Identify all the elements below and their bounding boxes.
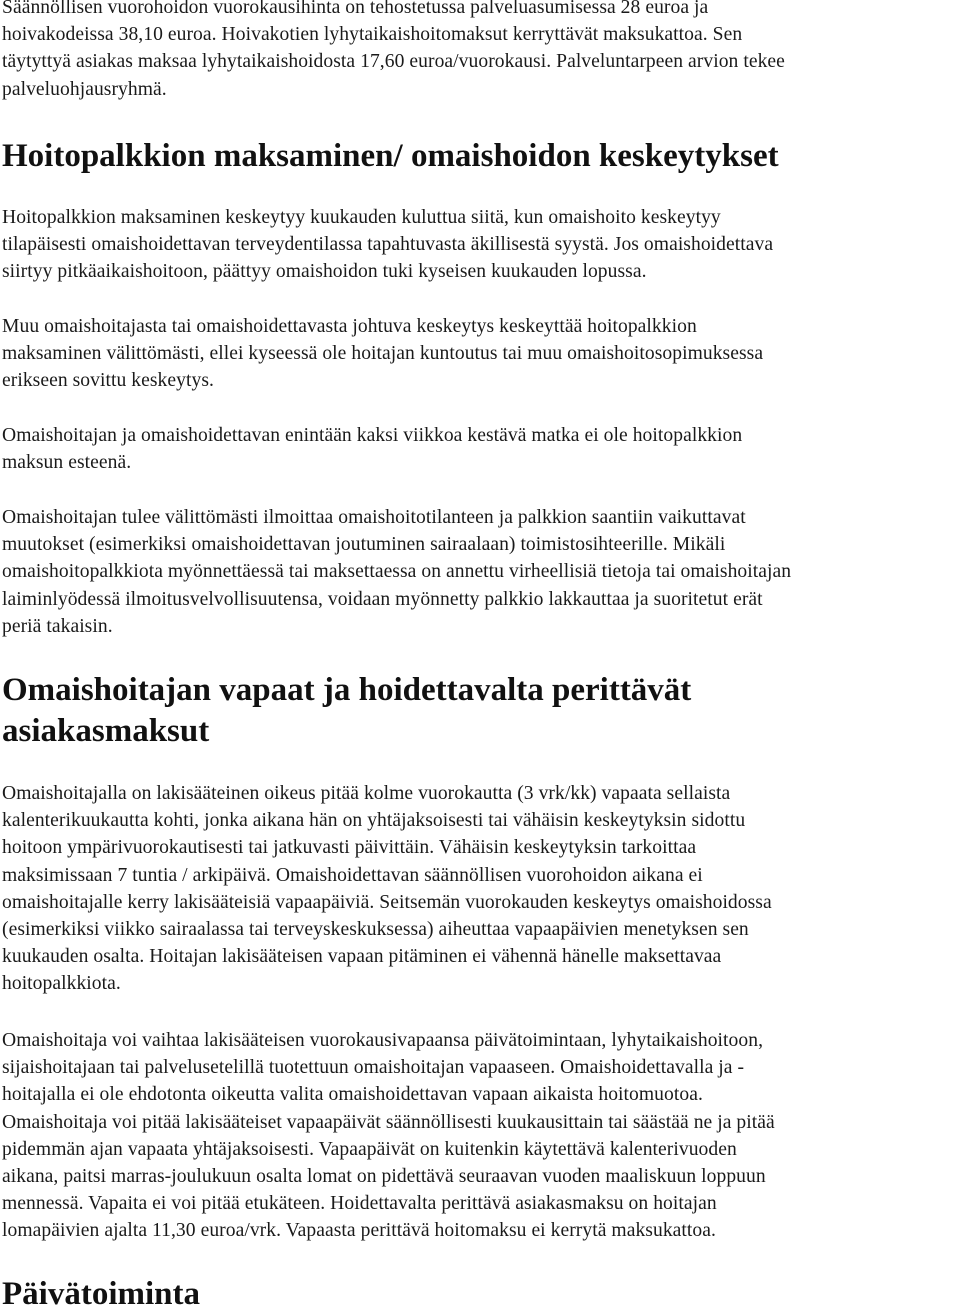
text-line: siirtyy pitkäaikaishoitoon, päättyy omaishoidon tuki kyseisen kuukauden lopussa. (2, 261, 647, 283)
text-line: maksimissaan 7 tuntia / arkipäivä. Omaishoidettavan säännöllisen vuorohoidon aikana ei (2, 864, 703, 886)
text-line: aikana, paitsi marras-joulukuun osalta lomat on pidettävä seuraavan vuoden maaliskuun loppuun (2, 1166, 766, 1188)
section-heading-hoitopalkkion-maksaminen: Hoitopalkkion maksaminen/ omaishoidon keskeytykset (2, 138, 779, 174)
section-heading-omaishoitajan-vapaat: Omaishoitajan vapaat ja hoidettavalta perittävät asiakasmaksut (2, 672, 692, 749)
text-line: lomapäivien ajalta 11,30 euroa/vrk. Vapaasta perittävä hoitomaksu ei kerrytä maksukattoa. (2, 1220, 716, 1242)
text-line: Hoitopalkkion maksaminen keskeytyy kuukauden kuluttua siitä, kun omaishoito keskeytyy (2, 207, 721, 228)
paragraph-keskeytyy (2, 204, 958, 286)
text-line: (esimerkiksi viikko sairaalassa tai terveyskeskuksessa) aiheuttaa vapaapäivien menetyksen sen (2, 919, 749, 941)
text-line: kalenterikuukautta kohti, jonka aikana hän on yhtäjaksoisesti tai vähäisin keskeytyksin sidottu (2, 810, 746, 832)
paragraph-ilmoitus (2, 504, 958, 640)
text-line: sijaishoitajaan tai palvelusetelillä tuotettuun omaishoitajan vapaaseen. Omaishoidettavalla ja - (2, 1057, 745, 1079)
text-line: palveluohjausryhmä. (2, 78, 167, 100)
text-line: Säännöllisen vuorohoidon vuorokausihinta on tehostetussa palveluasumisessa 28 euroa ja (2, 0, 709, 18)
text-line: omaishoitopalkkiota myönnettäessä tai maksettaessa on annettu virheellisiä tietoja tai omaishoitajan (2, 561, 792, 583)
text-line: hoitopalkkiota. (2, 973, 121, 995)
text-line: hoitajalla ei ole ehdotonta oikeutta valita omaishoidettavan vapaan aikaista hoitomuotoa. (2, 1084, 703, 1106)
text-line: Omaishoitaja voi vaihtaa lakisääteisen vuorokausivapaansa päivätoimintaan, lyhytaikaishoitoon, (2, 1030, 764, 1051)
text-line: maksun esteenä. (2, 452, 132, 474)
text-line: laiminlyödessä ilmoitusvelvollisuutensa, voidaan myönnetty palkkio lakkauttaa ja suoritetut erät (2, 588, 763, 610)
text-line: pidemmän ajan vapaata yhtäjaksoisesti. Vapaapäivät on kuitenkin käytettävä kalenterivuoden (2, 1138, 737, 1160)
text-line: tilapäisesti omaishoidettavan terveydentilassa tapahtuvasta äkillisestä syystä. Jos omaishoidettava (2, 234, 774, 256)
text-line: periä takaisin. (2, 615, 113, 637)
text-line: hoivakodeissa 38,10 euroa. Hoivakotien lyhytaikaishoitomaksut kerryttävät maksukattoa. Sen (2, 24, 743, 46)
paragraph-lakisaateinen-vapaa (2, 780, 958, 998)
paragraph-muu-keskeytys (2, 313, 958, 395)
section-heading-paivatoiminta: Päivätoiminta (2, 1276, 200, 1312)
text-line: kuukauden osalta. Hoitajan lakisääteisen vapaan pitäminen ei vähennä hänelle maksettavaa (2, 946, 722, 968)
paragraph-vapaan-vaihtaminen (2, 1027, 958, 1245)
text-line: Omaishoitaja voi pitää lakisääteiset vapaapäivät säännöllisesti kuukausittain tai säästää ne ja pitää (2, 1111, 775, 1133)
paragraph-matka (2, 422, 958, 476)
text-line: omaishoitajalle kerry lakisääteisiä vapaapäiviä. Seitsemän vuorokauden keskeytys omaishoidossa (2, 891, 772, 913)
text-line: Omaishoitajan tulee välittömästi ilmoittaa omaishoitotilanteen ja palkkion saantiin vaikuttavat (2, 507, 746, 528)
text-line: täytyttyä asiakas maksaa lyhytaikaishoidosta 17,60 euroa/vuorokausi. Palveluntarpeen arvion tekee (2, 51, 785, 73)
text-line: Omaishoitajalla on lakisääteinen oikeus pitää kolme vuorokautta (3 vrk/kk) vapaata sellaista (2, 783, 731, 804)
text-line: maksaminen välittömästi, ellei kyseessä ole hoitajan kuntoutus tai muu omaishoitosopimuksessa (2, 343, 764, 365)
text-line: mennessä. Vapaita ei voi pitää etukäteen. Hoidettavalta perittävä asiakasmaksu on hoitajan (2, 1193, 717, 1215)
text-line: muutokset (esimerkiksi omaishoidettavan joutuminen sairaalaan) toimistosihteerille. Mikäli (2, 534, 726, 556)
text-line: Muu omaishoitajasta tai omaishoidettavasta johtuva keskeytys keskeyttää hoitopalkkion (2, 316, 697, 337)
text-line: erikseen sovittu keskeytys. (2, 370, 214, 392)
text-line: hoitoon ympärivuorokautisesti tai jatkuvasti päivittäin. Vähäisin keskeytyksin tarkoittaa (2, 837, 697, 859)
text-line: Omaishoitajan ja omaishoidettavan enintään kaksi viikkoa kestävä matka ei ole hoitopalkkion (2, 425, 743, 446)
intro-paragraph (2, 0, 958, 103)
